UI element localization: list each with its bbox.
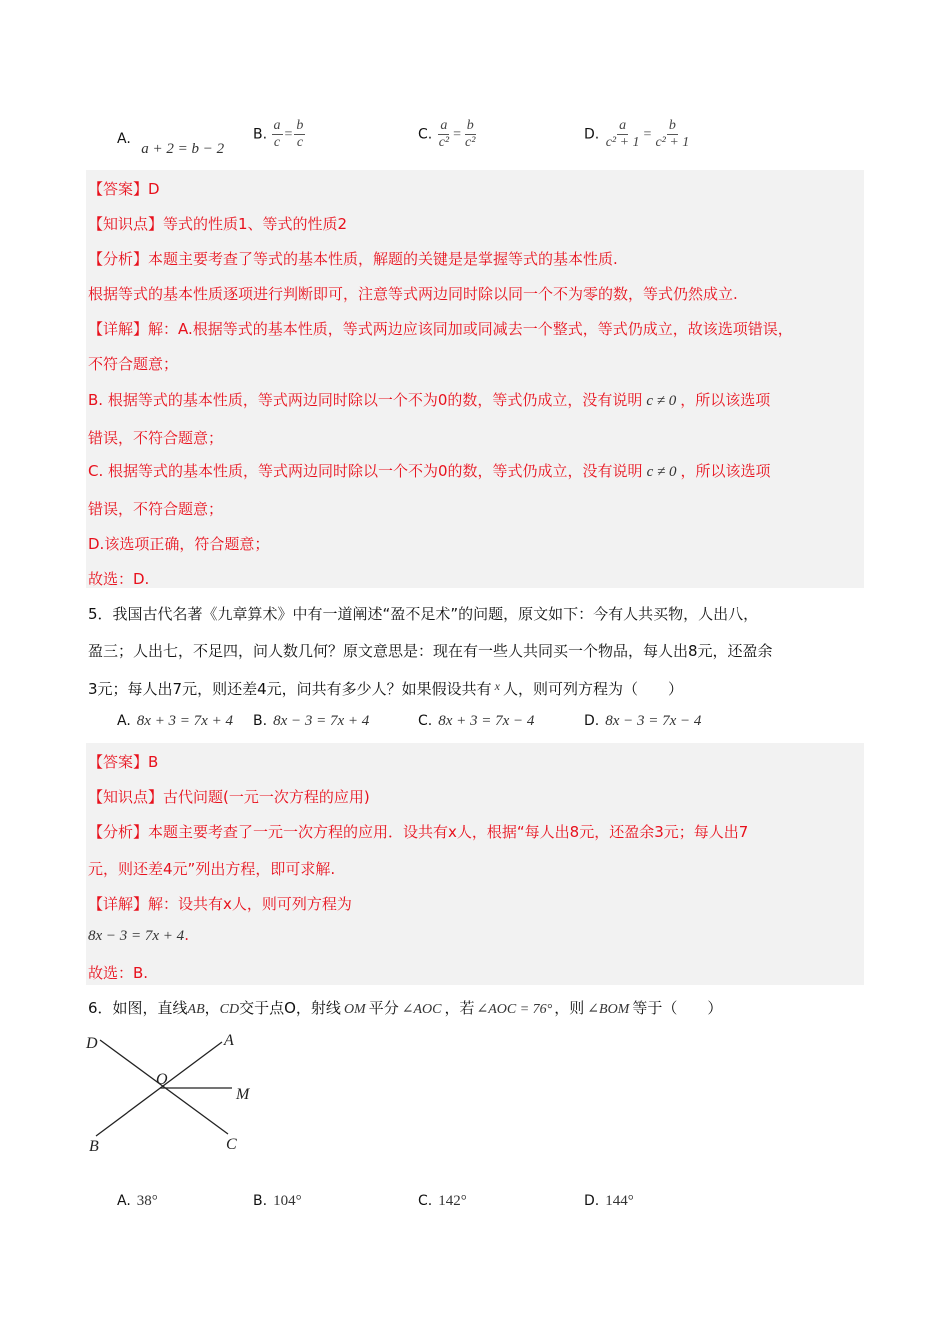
q4-detail-1: 【详解】解：A.根据等式的基本性质，等式两边应该同加或同减去一个整式，等式仍成立，故该选项错误， — [88, 320, 793, 338]
fraction — [437, 118, 451, 151]
detail-text: ，所以该选项 — [680, 391, 771, 409]
q4-detail-b-2: 错误，不符合题意； — [88, 429, 224, 447]
math-var: x — [494, 679, 500, 693]
q4-detail-c-2: 错误，不符合题意； — [88, 500, 224, 518]
label-m: M — [236, 1086, 250, 1103]
option-letter: D. — [584, 1193, 600, 1209]
fraction — [272, 118, 283, 151]
math-expr: c ≠ 0 — [646, 464, 677, 480]
math-expr: 8x − 3 = 7x + 4 — [88, 928, 185, 944]
q6-option-d-value: 144° — [605, 1193, 634, 1209]
q5-detail-equation — [88, 926, 189, 945]
stem-text: 人，则可列方程为（ ） — [502, 680, 683, 698]
detail-text: . — [184, 926, 189, 944]
q5-stem-line-1: 5．我国古代名著《九章算术》中有一道阐述“盈不足术”的问题，原文如下：今有人共买物，人出八， — [88, 605, 759, 623]
label-b: B — [89, 1138, 99, 1155]
q5-option-c-expr: 8x + 3 = 7x − 4 — [438, 713, 535, 729]
numerator: b — [668, 118, 676, 133]
stem-text: ，若 — [444, 999, 475, 1017]
q4-analysis-2: 根据等式的基本性质逐项进行判断即可，注意等式两边同时除以同一个不为零的数，等式仍然成立. — [88, 285, 738, 303]
equals-sign: = — [453, 126, 462, 142]
q4-detail-b — [88, 389, 770, 410]
q4-knowledge: 【知识点】等式的性质1、等式的性质2 — [88, 215, 348, 233]
stem-text: 6．如图，直线 — [88, 999, 188, 1017]
numerator: b — [296, 118, 304, 133]
q5-option-b — [253, 713, 369, 730]
q4-option-c — [418, 118, 477, 151]
q5-detail-1: 【详解】解：设共有x人，则可列方程为 — [88, 895, 352, 913]
math-expr: OM — [343, 1002, 366, 1017]
q6-geometry-figure — [80, 1028, 280, 1160]
q6-option-b-value: 104° — [273, 1193, 302, 1209]
q6-option-a-value: 38° — [136, 1193, 158, 1209]
fraction — [653, 118, 691, 151]
q4-analysis-1: 【分析】本题主要考查了等式的基本性质，解题的关键是是掌握等式的基本性质. — [88, 250, 618, 268]
q5-stem-line-3 — [88, 678, 683, 699]
q5-option-a-expr: 8x + 3 = 7x + 4 — [136, 713, 233, 729]
denominator: c² + 1 — [655, 135, 690, 150]
q4-option-a-expr: a + 2 = b − 2 — [141, 141, 225, 157]
stem-text: 3元；每人出7元，则还差4元，问共有多少人？如果假设共有 — [88, 680, 492, 698]
math-expr: ∠AOC — [401, 1002, 442, 1017]
math-expr: CD — [219, 1002, 240, 1017]
equals-sign: = — [643, 126, 652, 142]
q5-conclusion: 故选：B. — [88, 964, 149, 982]
option-letter: B. — [253, 1193, 268, 1209]
denominator: c — [296, 135, 304, 150]
option-letter: C. — [418, 713, 433, 729]
label-d: D — [86, 1035, 98, 1052]
detail-text: B. 根据等式的基本性质，等式两边同时除以一个不为0的数，等式仍成立，没有说明 — [88, 391, 643, 409]
numerator: a — [440, 118, 448, 133]
stem-text: ， — [204, 999, 220, 1017]
q4-detail-2: 不符合题意； — [88, 355, 179, 373]
q5-knowledge: 【知识点】古代问题(一元一次方程的应用) — [88, 788, 370, 806]
stem-text: ，则 — [554, 999, 585, 1017]
label-c: C — [226, 1136, 237, 1153]
label-o: O — [156, 1071, 168, 1088]
q5-answer: 【答案】B — [88, 753, 159, 771]
q4-detail-d: D.该选项正确，符合题意； — [88, 535, 270, 553]
option-letter: D. — [584, 126, 600, 143]
fraction — [294, 118, 305, 151]
option-letter: B. — [253, 713, 268, 729]
fraction — [604, 118, 642, 151]
q5-option-d — [584, 713, 701, 730]
numerator: a — [619, 118, 627, 133]
q6-option-c — [418, 1193, 467, 1210]
stem-text: 交于点O，射线 — [239, 999, 341, 1017]
stem-text: 等于（ ） — [632, 999, 723, 1017]
q5-stem-line-2: 盈三；人出七，不足四，问人数几何？原文意思是：现在有一些人共同买一个物品，每人出8元，还盈余 — [88, 642, 773, 660]
fraction — [463, 118, 477, 151]
option-letter: C. — [418, 1193, 433, 1209]
q4-option-b — [253, 118, 305, 151]
q4-conclusion: 故选：D. — [88, 570, 150, 588]
q5-option-b-expr: 8x − 3 = 7x + 4 — [273, 713, 370, 729]
q6-option-c-value: 142° — [438, 1193, 467, 1209]
stem-text: 平分 — [368, 999, 399, 1017]
denominator: c — [273, 135, 281, 150]
q6-stem — [88, 997, 722, 1018]
line-ab — [96, 1042, 222, 1136]
option-letter: A. — [117, 1193, 131, 1209]
math-expr: ∠AOC = 76° — [476, 1002, 553, 1017]
math-expr: ∠BOM — [587, 1002, 630, 1017]
option-letter: D. — [584, 713, 600, 729]
q4-detail-c — [88, 460, 770, 481]
equals-sign: = — [284, 126, 293, 142]
option-letter: B. — [253, 126, 268, 143]
detail-text: ，所以该选项 — [680, 462, 771, 480]
q5-analysis-1: 【分析】本题主要考查了一元一次方程的应用．设共有x人，根据“每人出8元，还盈余3元；每人出7 — [88, 823, 749, 841]
q6-option-a — [117, 1193, 158, 1210]
denominator: c² — [438, 135, 450, 150]
q6-option-d — [584, 1193, 634, 1210]
q6-option-b — [253, 1193, 302, 1210]
q4-answer: 【答案】D — [88, 180, 160, 198]
math-expr: c ≠ 0 — [646, 393, 677, 409]
q5-analysis-2: 元，则还差4元”列出方程，即可求解. — [88, 860, 336, 878]
q4-option-a — [117, 131, 225, 157]
detail-text: C. 根据等式的基本性质，等式两边同时除以一个不为0的数，等式仍成立，没有说明 — [88, 462, 643, 480]
option-letter: A. — [117, 131, 131, 147]
q5-option-c — [418, 713, 534, 730]
numerator: a — [273, 118, 281, 133]
q4-option-d — [584, 118, 691, 151]
numerator: b — [466, 118, 474, 133]
q5-option-a — [117, 713, 233, 730]
denominator: c² — [465, 135, 476, 150]
denominator: c² + 1 — [605, 135, 640, 150]
option-letter: C. — [418, 126, 433, 143]
option-letter: A. — [117, 713, 131, 729]
q5-option-d-expr: 8x − 3 = 7x − 4 — [605, 713, 702, 729]
math-expr: AB — [187, 1002, 205, 1017]
label-a: A — [224, 1032, 234, 1049]
